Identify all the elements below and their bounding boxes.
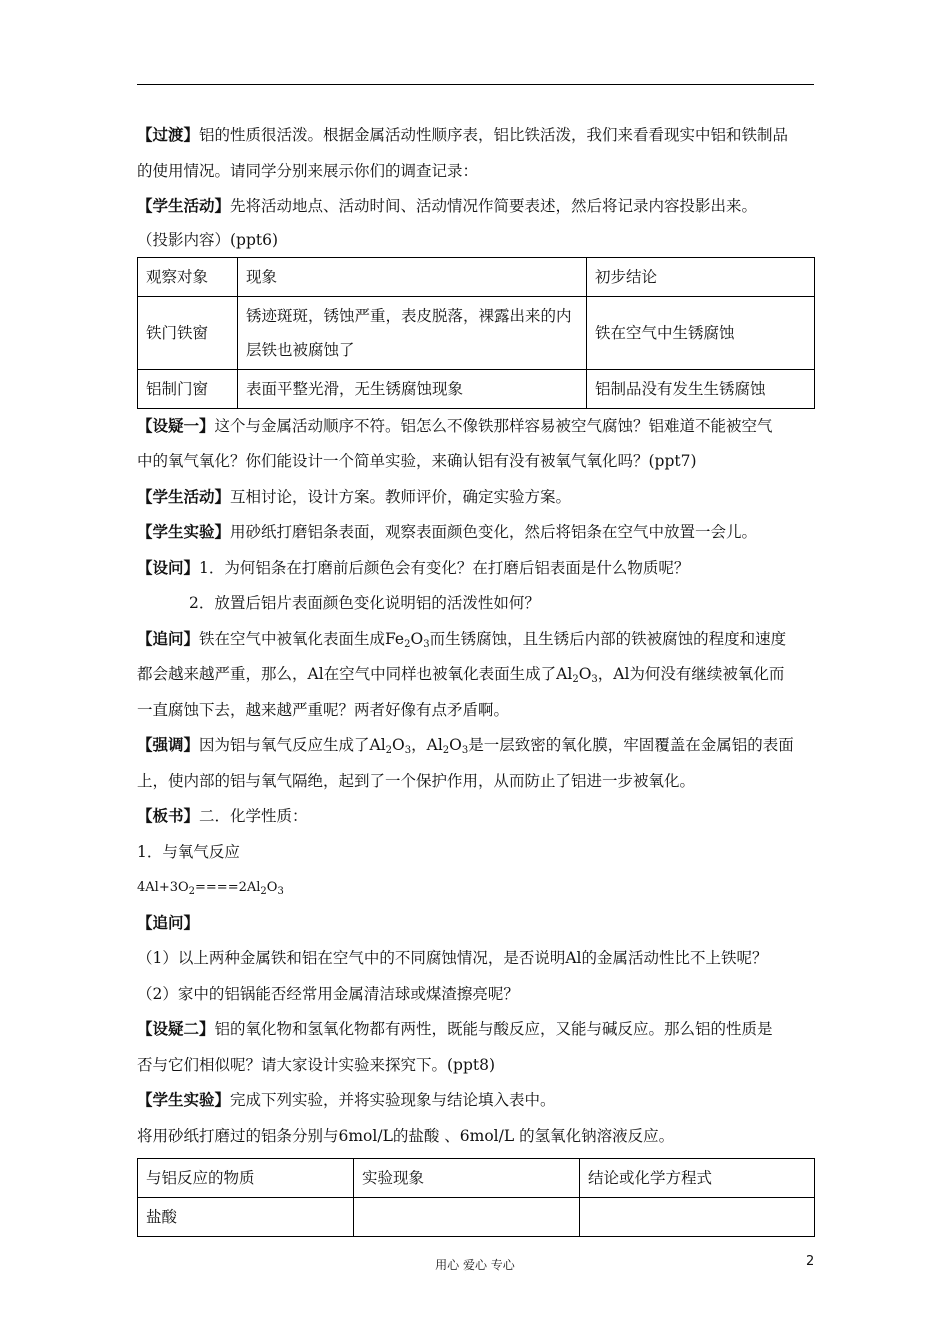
paragraph-emphasis-cont: 上，使内部的铝与氧气隔绝，起到了一个保护作用，从而防止了铝进一步被氧化。	[137, 771, 696, 790]
label-question: 【设问】	[137, 558, 200, 577]
text: O	[392, 736, 405, 754]
paragraph-student-experiment	[137, 515, 814, 551]
label-follow-up: 【追问】	[137, 913, 200, 932]
subscript: 3	[404, 745, 412, 756]
table-row	[138, 296, 815, 369]
paragraph-transition-cont: 的使用情况。请同学分别来展示你们的调查记录：	[137, 161, 479, 180]
label-doubt-one: 【设疑一】	[137, 416, 215, 435]
paragraph-doubt-two-cont: 否与它们相似呢？请大家设计实验来探究下。(ppt8)	[137, 1055, 496, 1074]
table-header-cell: 观察对象	[138, 257, 238, 296]
paragraph-follow-up-2	[137, 906, 814, 942]
text: 4Al+3O	[137, 880, 189, 895]
text: O	[410, 629, 424, 648]
text: 而生锈腐蚀，且生锈后内部的铁被腐蚀的程度和速度	[429, 629, 787, 648]
text: 1．为何铝条在打磨前后颜色会有变化？在打磨后铝表面是什么物质呢？	[199, 558, 690, 577]
table-header-cell: 与铝反应的物质	[138, 1159, 354, 1198]
paragraph-student-activity	[137, 189, 814, 225]
paragraph-question	[137, 551, 814, 587]
label-doubt-two: 【设疑二】	[137, 1020, 215, 1038]
text: O	[266, 880, 278, 895]
label-board: 【板书】	[137, 807, 200, 825]
observation-table	[137, 257, 815, 409]
text: 铝的性质很活泼。根据金属活动性顺序表，铝比铁活泼，我们来看看现实中铝和铁制品	[199, 126, 789, 144]
paragraph-transition	[137, 118, 814, 154]
label-follow-up: 【追问】	[137, 629, 200, 648]
label-student-activity: 【学生活动】	[137, 197, 231, 215]
text: 铁在空气中被氧化表面生成Fe	[199, 629, 405, 648]
table-cell	[580, 1198, 815, 1237]
subscript: 3	[591, 674, 598, 685]
table-row	[138, 1198, 815, 1237]
table-cell: 盐酸	[138, 1198, 354, 1237]
experiment-table	[137, 1158, 815, 1237]
document-body	[137, 118, 814, 1237]
subscript: 3	[277, 886, 284, 897]
text: 完成下列实验，并将实验现象与结论填入表中。	[230, 1091, 556, 1109]
page-footer: 用心 爱心 专心	[435, 1258, 515, 1272]
text: ，Al	[411, 736, 443, 754]
text: 是一层致密的氧化膜，牢固覆盖在金属铝的表面	[468, 736, 794, 754]
paragraph-follow-up-cont-2: 一直腐蚀下去，越来越严重呢？两者好像有点矛盾啊。	[137, 700, 510, 719]
text: 都会越来越严重，那么，Al在空气中同样也被氧化表面生成了Al	[137, 665, 573, 683]
projection-note: （投影内容）(ppt6)	[137, 230, 279, 249]
subscript: 2	[572, 674, 579, 685]
label-transition: 【过渡】	[137, 126, 200, 144]
paragraph-doubt-one-cont: 中的氧气氧化？你们能设计一个简单实验，来确认铝有没有被氧气氧化吗？(ppt7)	[137, 452, 697, 470]
experiment-instruction: 将用砂纸打磨过的铝条分别与6mol/L的盐酸 、6mol/L 的氢氧化钠溶液反应。	[137, 1126, 675, 1145]
table-cell: 锈迹斑斑，锈蚀严重，表皮脱落，裸露出来的内层铁也被腐蚀了	[238, 296, 587, 369]
table-cell: 铁在空气中生锈腐蚀	[587, 296, 815, 369]
text: 先将活动地点、活动时间、活动情况作简要表述，然后将记录内容投影出来。	[230, 197, 758, 215]
equation	[137, 870, 814, 906]
paragraph-doubt-two	[137, 1012, 814, 1048]
paragraph-follow-up-cont	[137, 657, 814, 693]
question-1: （1）以上两种金属铁和铝在空气中的不同腐蚀情况，是否说明Al的金属活动性比不上铁呢？	[137, 949, 768, 967]
table-header-cell: 实验现象	[354, 1159, 580, 1198]
text: 因为铝与氧气反应生成了Al	[199, 736, 386, 754]
text: O	[578, 665, 592, 683]
label-emphasis: 【强调】	[137, 736, 200, 754]
table-cell: 铁门铁窗	[138, 296, 238, 369]
table-header-row	[138, 257, 815, 296]
paragraph-doubt-one	[137, 409, 814, 445]
subscript: 3	[423, 638, 430, 650]
text: ，Al为何没有继续被氧化而	[597, 665, 785, 683]
table-row	[138, 369, 815, 408]
label-student-experiment: 【学生实验】	[137, 1091, 231, 1109]
label-student-experiment: 【学生实验】	[137, 523, 231, 541]
text: 互相讨论，设计方案。教师评价，确定实验方案。	[230, 487, 572, 506]
table-cell: 表面平整光滑，无生锈腐蚀现象	[238, 369, 587, 408]
table-header-cell: 现象	[238, 257, 587, 296]
subscript: 2	[404, 638, 411, 650]
question-2: （2）家中的铝锅能否经常用金属清洁球或煤渣擦亮呢？	[137, 984, 519, 1003]
table-cell: 铝制门窗	[138, 369, 238, 408]
text: O	[449, 736, 462, 754]
text: 铝的氧化物和氢氧化物都有两性，既能与酸反应，又能与碱反应。那么铝的性质是	[214, 1020, 773, 1038]
paragraph-emphasis	[137, 728, 814, 764]
table-header-row	[138, 1159, 815, 1198]
table-cell	[354, 1198, 580, 1237]
text: 用砂纸打磨铝条表面，观察表面颜色变化，然后将铝条在空气中放置一会儿。	[230, 523, 758, 541]
paragraph-question-2: 2．放置后铝片表面颜色变化说明铝的活泼性如何？	[189, 594, 540, 612]
subscript: 3	[461, 745, 469, 756]
subscript: 2	[442, 745, 450, 756]
page-number: 2	[806, 1254, 815, 1269]
subscript: 2	[260, 886, 267, 897]
paragraph-follow-up	[137, 622, 814, 658]
label-student-activity: 【学生活动】	[137, 487, 231, 506]
paragraph-board	[137, 799, 814, 835]
heading-oxygen-reaction: 1．与氧气反应	[137, 842, 240, 861]
table-header-cell: 结论或化学方程式	[580, 1159, 815, 1198]
text: ====2Al	[195, 880, 261, 895]
paragraph-student-activity-2	[137, 480, 814, 516]
text: 二．化学性质：	[199, 807, 308, 825]
subscript: 2	[188, 886, 196, 897]
table-header-cell: 初步结论	[587, 257, 815, 296]
text: 这个与金属活动顺序不符。铝怎么不像铁那样容易被空气腐蚀？铝难道不能被空气	[214, 416, 773, 435]
table-cell: 铝制品没有发生生锈腐蚀	[587, 369, 815, 408]
subscript: 2	[385, 745, 393, 756]
header-rule	[137, 84, 814, 85]
paragraph-student-experiment-2	[137, 1083, 814, 1119]
